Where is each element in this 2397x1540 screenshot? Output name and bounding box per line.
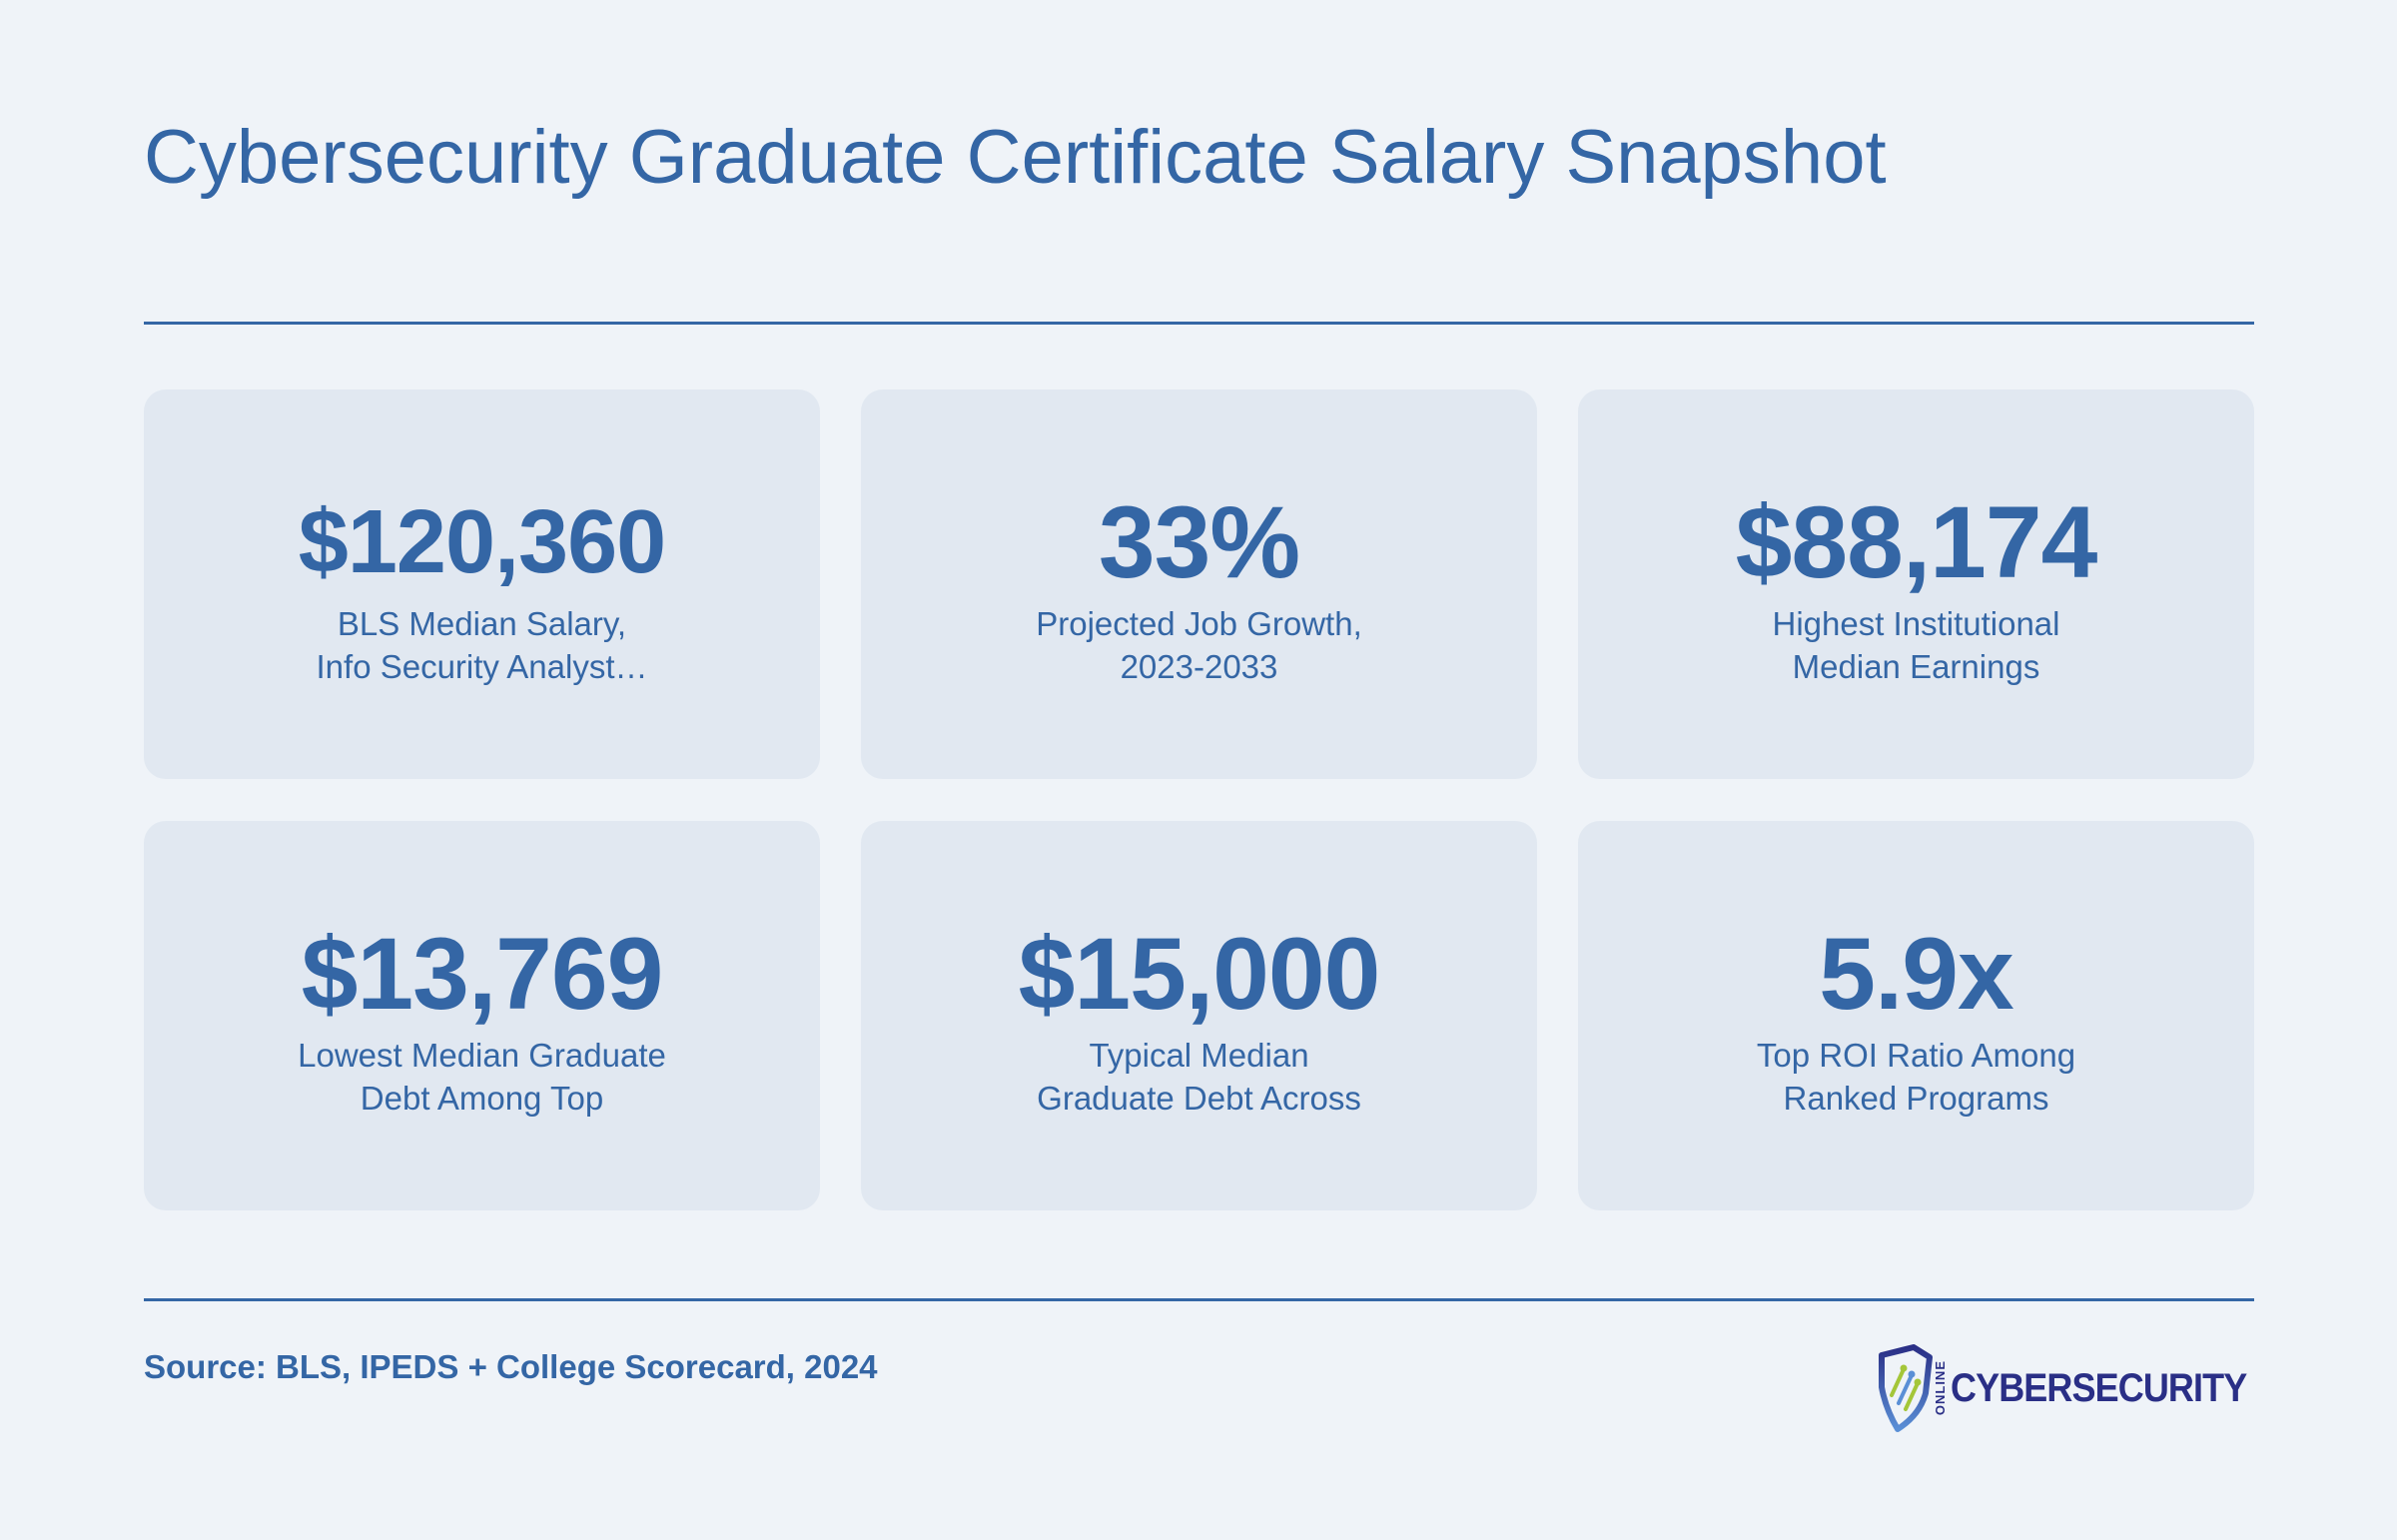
stat-label-line: Typical Median	[1089, 1037, 1309, 1074]
stat-value: 5.9x	[1819, 917, 2013, 1031]
stat-label	[317, 602, 648, 688]
stat-label	[1036, 602, 1362, 688]
stat-card-typical-median-debt	[861, 821, 1537, 1210]
stat-label-line: Median Earnings	[1792, 648, 2040, 685]
top-divider	[144, 322, 2254, 325]
bottom-divider	[144, 1298, 2254, 1301]
stat-label	[298, 1034, 666, 1120]
stat-card-bls-median-salary	[144, 389, 820, 779]
stat-label	[1757, 1034, 2075, 1120]
source-note: Source: BLS, IPEDS + College Scorecard, 2024	[144, 1348, 878, 1385]
stat-label	[1037, 1034, 1361, 1120]
stats-grid	[144, 389, 2254, 1210]
stat-label-line: Ranked Programs	[1783, 1080, 2049, 1117]
stat-value: $88,174	[1735, 485, 2097, 599]
logo-wordmark: CYBERSECURITY	[1951, 1365, 2247, 1410]
logo-online-text: ONLINE	[1933, 1360, 1948, 1416]
stat-label-line: BLS Median Salary,	[337, 605, 627, 642]
stat-value: 33%	[1098, 485, 1300, 599]
stat-label-line: Projected Job Growth,	[1036, 605, 1362, 642]
stat-card-roi-ratio	[1578, 821, 2254, 1210]
stat-value: $120,360	[298, 492, 666, 592]
stat-label-line: Info Security Analyst…	[316, 648, 648, 685]
online-cybersecurity-logo	[1872, 1343, 2246, 1433]
stat-label-line: Lowest Median Graduate	[298, 1037, 666, 1074]
stat-label-line: 2023-2033	[1120, 648, 1278, 685]
stat-card-job-growth	[861, 389, 1537, 779]
stat-value: $13,769	[301, 917, 663, 1031]
stat-label-line: Graduate Debt Across	[1037, 1080, 1361, 1117]
stat-label	[1773, 602, 2060, 688]
stat-value: $15,000	[1018, 917, 1380, 1031]
stat-card-highest-median-earnings	[1578, 389, 2254, 779]
stat-label-line: Debt Among Top	[360, 1080, 604, 1117]
stat-label-line: Top ROI Ratio Among	[1756, 1037, 2076, 1074]
stat-label-line: Highest Institutional	[1772, 605, 2060, 642]
page-title: Cybersecurity Graduate Certificate Salary Snapshot	[144, 115, 1887, 200]
shield-icon	[1872, 1343, 1938, 1433]
stat-card-lowest-median-debt	[144, 821, 820, 1210]
